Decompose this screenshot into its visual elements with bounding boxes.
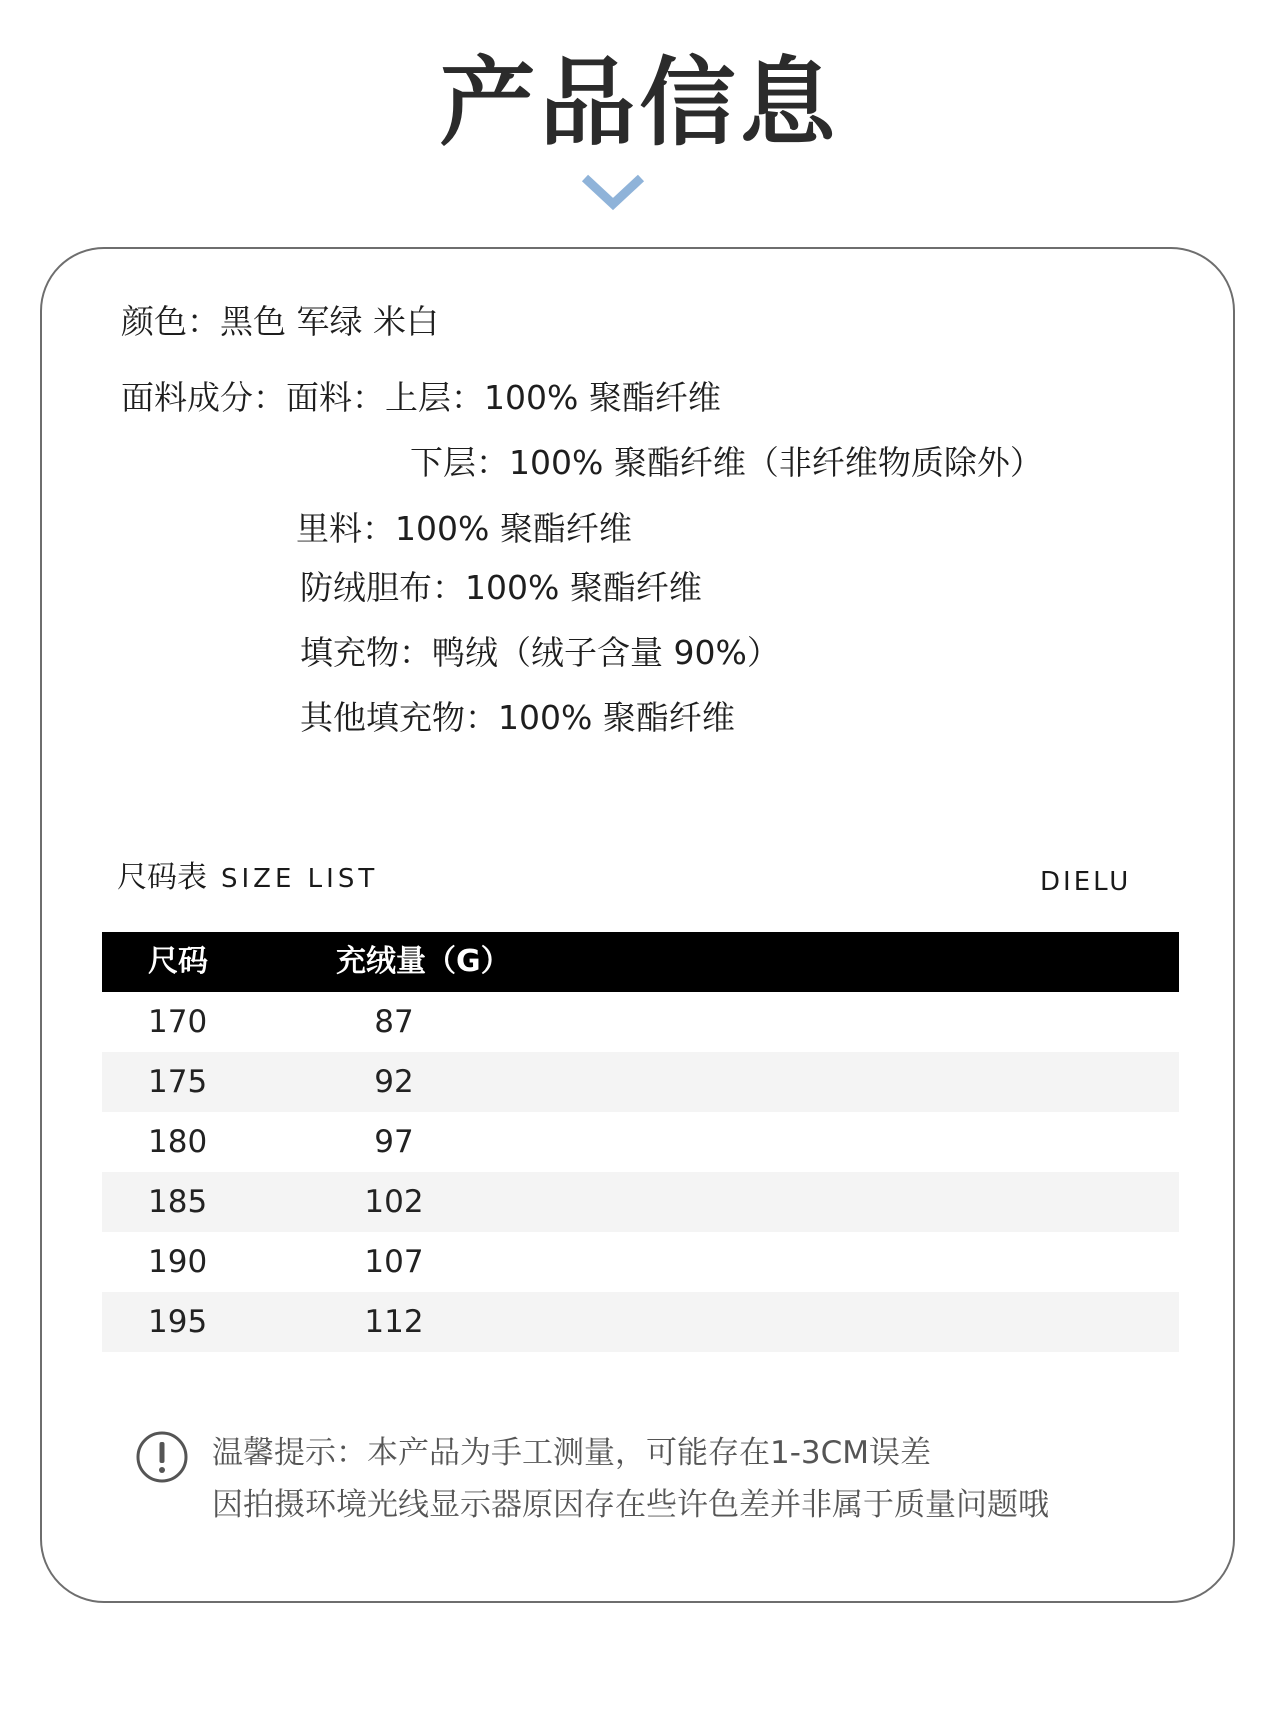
color-line: 颜色：黑色 军绿 米白 xyxy=(121,302,439,341)
cell-fill-weight: 87 xyxy=(374,1004,414,1040)
cell-fill-weight: 102 xyxy=(364,1184,424,1220)
cell-size: 180 xyxy=(148,1124,208,1160)
brand-label: DIELU xyxy=(1040,867,1132,897)
cell-size: 175 xyxy=(148,1064,208,1100)
page-title: 产品信息 xyxy=(439,47,840,159)
cell-fill-weight: 107 xyxy=(364,1244,424,1280)
cell-size: 195 xyxy=(148,1304,208,1340)
cell-fill-weight: 112 xyxy=(364,1304,424,1340)
material-line-1: 面料成分：面料：上层：100% 聚酯纤维 xyxy=(121,378,721,417)
cell-fill-weight: 97 xyxy=(374,1124,414,1160)
cell-size: 170 xyxy=(148,1004,208,1040)
notice-line-2: 因拍摄环境光线显示器原因存在些许色差并非属于质量问题哦 xyxy=(212,1487,1049,1523)
table-row xyxy=(102,1112,1179,1172)
cell-fill-weight: 92 xyxy=(374,1064,414,1100)
size-list-title-en: SIZE LIST xyxy=(221,864,379,894)
material-line-3: 里料：100% 聚酯纤维 xyxy=(296,509,632,548)
size-list-title-cn: 尺码表 xyxy=(117,860,207,895)
cell-size: 185 xyxy=(148,1184,208,1220)
size-list-heading xyxy=(117,858,378,899)
table-row xyxy=(102,1052,1179,1112)
exclamation-circle-icon xyxy=(135,1430,189,1484)
table-row xyxy=(102,1292,1179,1352)
header-fill-weight: 充绒量（G） xyxy=(336,944,511,979)
material-line-4: 防绒胆布：100% 聚酯纤维 xyxy=(300,568,702,607)
table-row xyxy=(102,992,1179,1052)
material-line-2: 下层：100% 聚酯纤维（非纤维物质除外） xyxy=(410,443,1043,482)
material-line-6: 其他填充物：100% 聚酯纤维 xyxy=(300,698,735,737)
table-row xyxy=(102,1172,1179,1232)
material-line-5: 填充物：鸭绒（绒子含量 90%） xyxy=(300,633,780,672)
cell-size: 190 xyxy=(148,1244,208,1280)
chevron-down-icon xyxy=(581,172,645,212)
size-table xyxy=(102,932,1179,1352)
notice-line-1: 温馨提示：本产品为手工测量，可能存在1-3CM误差 xyxy=(212,1435,932,1471)
header-size: 尺码 xyxy=(148,944,208,979)
table-row xyxy=(102,1232,1179,1292)
table-header xyxy=(102,932,1179,992)
